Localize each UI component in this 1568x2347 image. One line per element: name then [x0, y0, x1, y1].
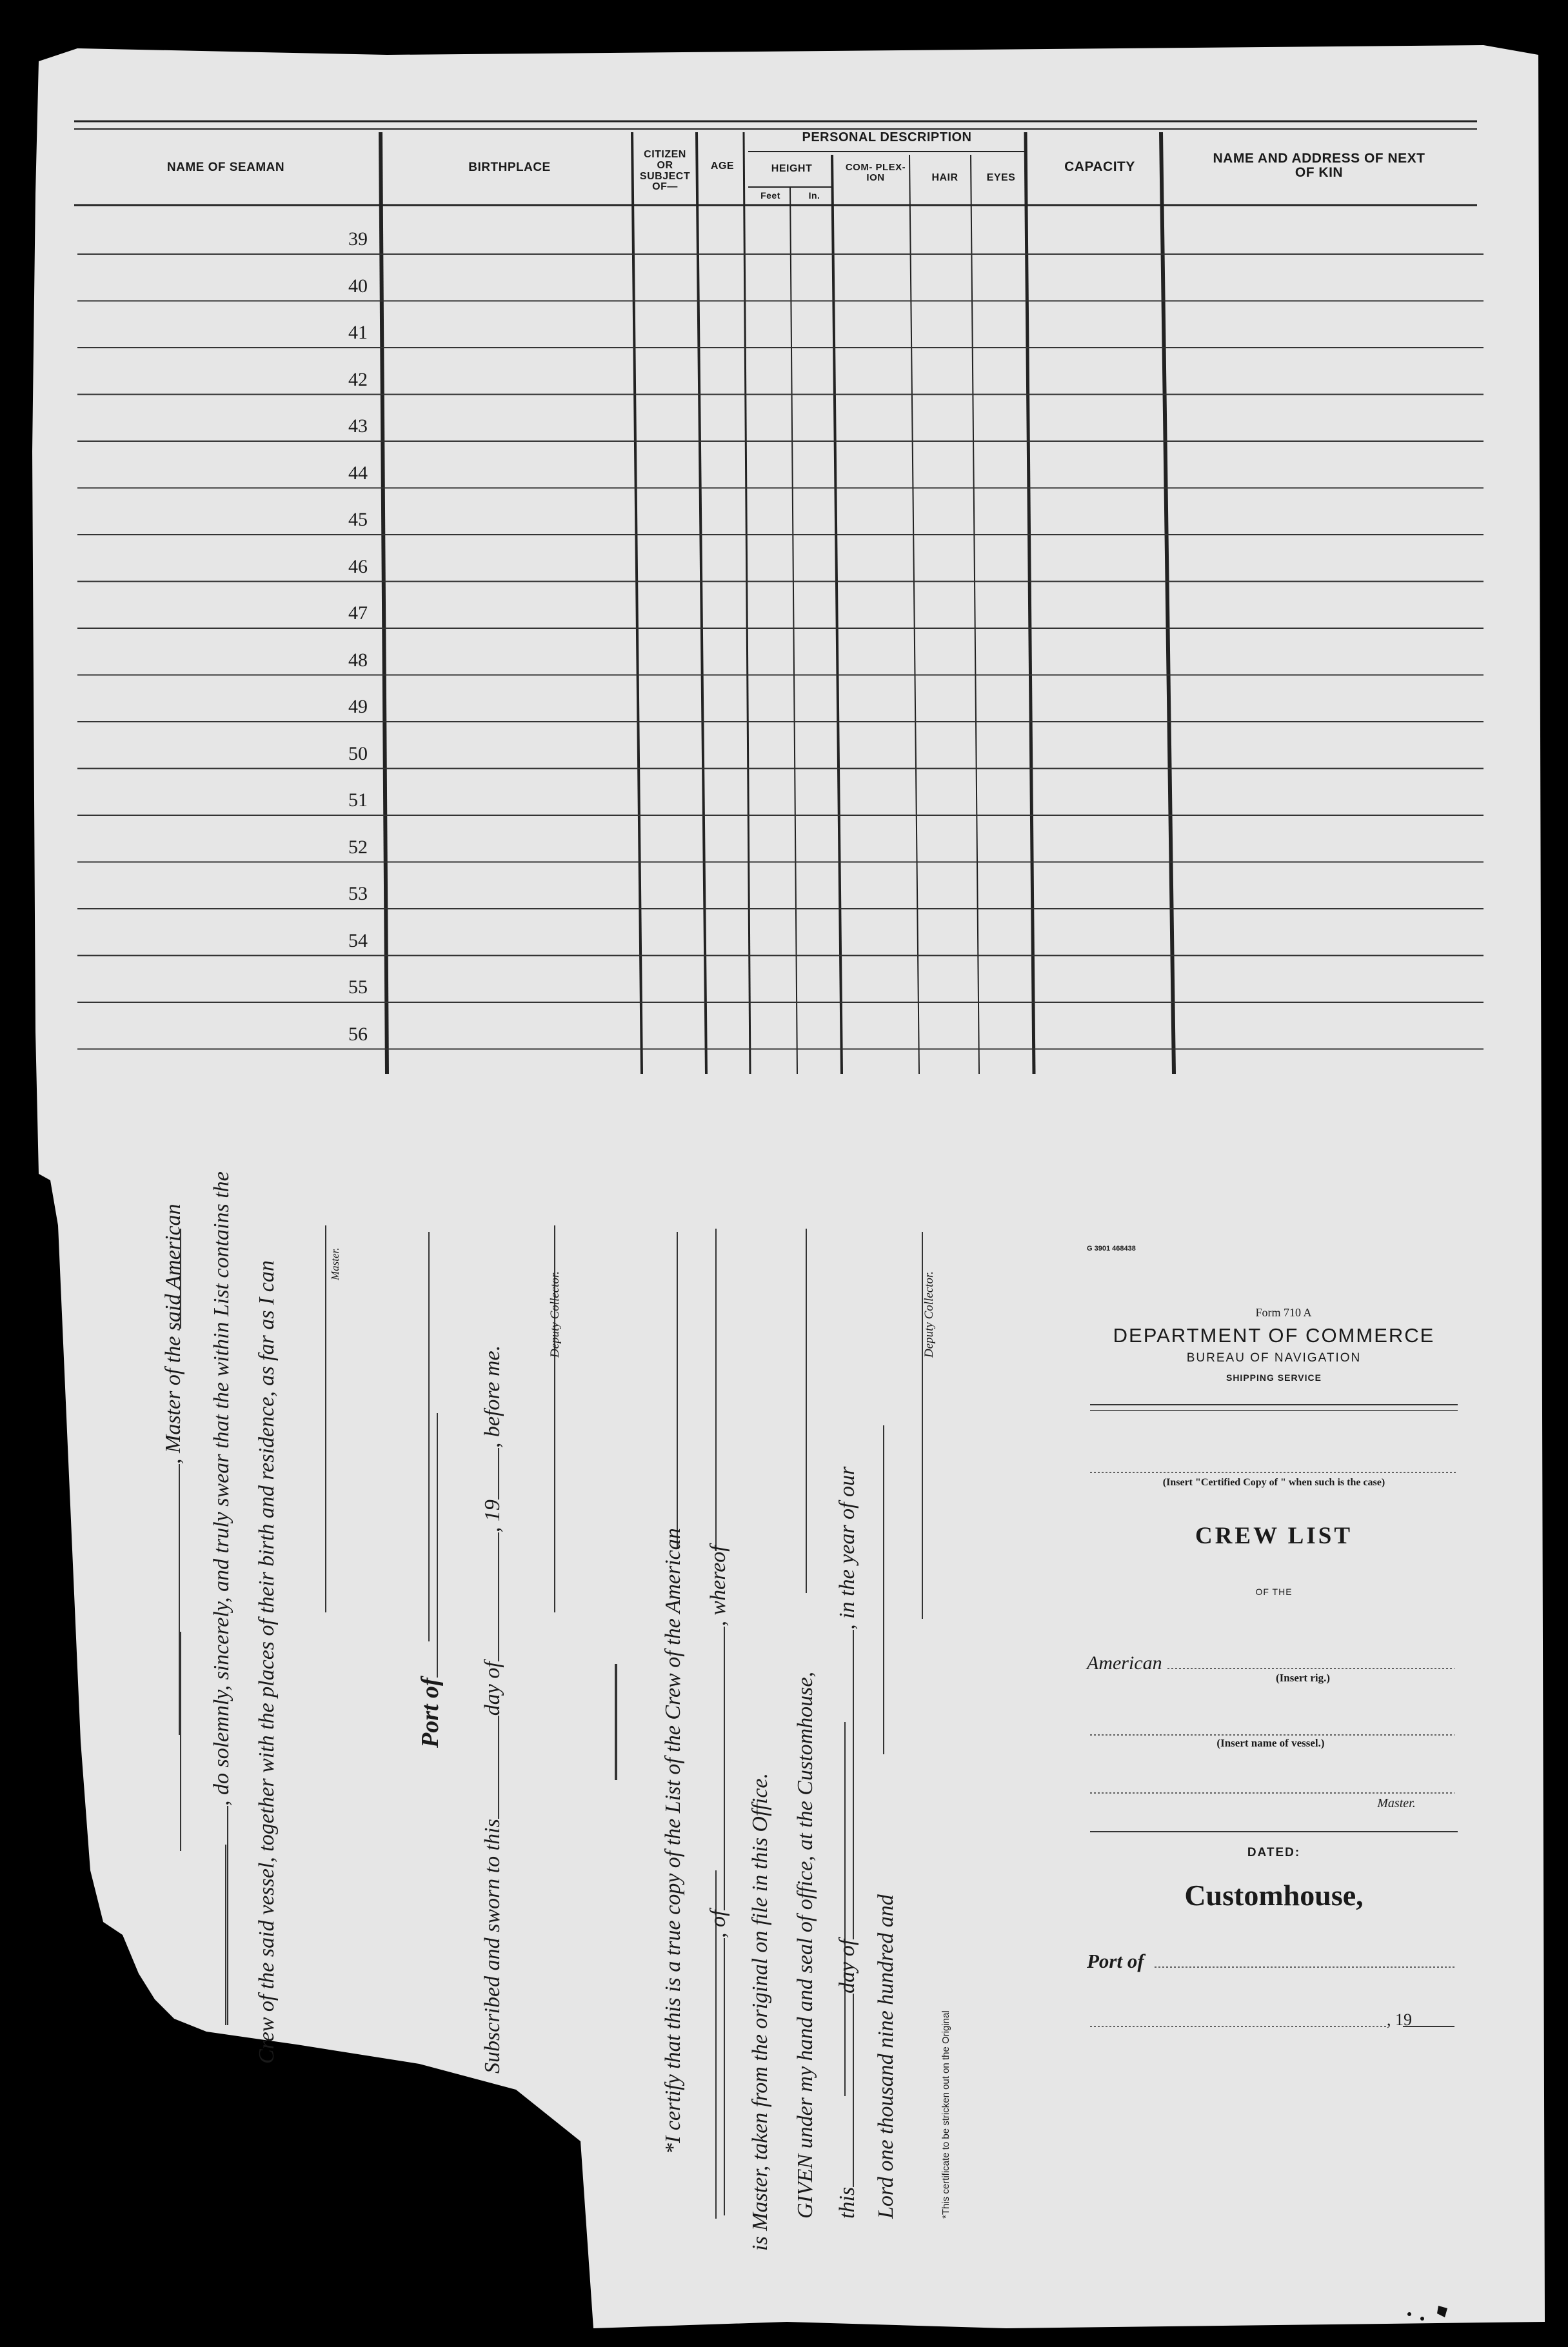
of-the-label: OF THE: [1255, 1587, 1293, 1597]
form-number: Form 710 A: [1255, 1306, 1312, 1319]
table-row-number: 55: [348, 976, 368, 998]
oath-master-label: Master.: [329, 1247, 341, 1280]
certificate-deputy-collector: Deputy Collector.: [922, 1271, 936, 1358]
table-row-number: 43: [348, 415, 368, 437]
certificate-line-4: GIVEN under my hand and seal of office, at the Customhouse,: [793, 1671, 817, 2219]
header-eyes: EYES: [986, 172, 1016, 183]
table-row-number: 45: [348, 509, 368, 530]
header-birthplace: BIRTHPLACE: [468, 161, 551, 174]
table-row-number: 48: [348, 649, 368, 671]
dated-label: DATED:: [1247, 1846, 1301, 1859]
table-row-number: 41: [348, 322, 368, 343]
table-row-number: 49: [348, 696, 368, 717]
table-row-number: 46: [348, 555, 368, 577]
table-row-number: 51: [348, 789, 368, 811]
oath-line-1: , Master of the said American: [161, 1203, 186, 1735]
header-citizen: CITIZEN OR SUBJECT OF—: [639, 149, 691, 193]
certificate-line-3: is Master, taken from the original on file in this Office.: [748, 1772, 772, 2251]
department-title: DEPARTMENT OF COMMERCE: [1113, 1324, 1435, 1347]
oath-line-3: Crew of the said vessel, together with the places of their birth and residence, as far as I can: [255, 1260, 279, 2064]
year-label: , 19: [1387, 2010, 1412, 2029]
jurat-subscribed: Subscribed and sworn to thisday of, 19, before me.: [481, 1345, 504, 2074]
jurat-port-of: Port of: [416, 1413, 444, 1748]
certificate-line-6: Lord one thousand nine hundred and: [874, 1894, 898, 2219]
insert-name-note: (Insert name of vessel.): [1216, 1737, 1325, 1749]
certificate-line-5: thisday of, in the year of our: [835, 1466, 859, 2219]
bureau-title: BUREAU OF NAVIGATION: [1186, 1351, 1362, 1365]
oath-line-2: , do solemnly, sincerely, and truly swear that the within List contains the: [210, 1171, 234, 2025]
print-code: G 3901 468438: [1087, 1245, 1136, 1253]
master-label: Master.: [1377, 1796, 1416, 1810]
header-inches: In.: [808, 190, 820, 201]
header-next-of-kin: NAME AND ADDRESS OF NEXT OF KIN: [1213, 151, 1425, 181]
table-row-number: 56: [348, 1023, 368, 1045]
header-feet: Feet: [760, 190, 780, 201]
table-row-number: 39: [348, 228, 368, 250]
table-row-number: 44: [348, 462, 368, 484]
certificate-line-1: *I certify that this is a true copy of the List of the Crew of the American: [661, 1528, 685, 2154]
table-row-number: 47: [348, 602, 368, 624]
service-title: SHIPPING SERVICE: [1226, 1372, 1322, 1383]
header-name-of-seaman: NAME OF SEAMAN: [166, 161, 285, 174]
crew-list-title: CREW LIST: [1195, 1523, 1353, 1549]
header-height: HEIGHT: [771, 163, 813, 174]
table-row-number: 42: [348, 368, 368, 390]
jurat-deputy-collector: Deputy Collector.: [548, 1271, 562, 1358]
insert-certified-note: (Insert "Certified Copy of " when such is the case): [1162, 1477, 1385, 1488]
certificate-footnote: *This certificate to be stricken out on the Original: [940, 2010, 951, 2219]
certificate-line-2: , of, whereof: [706, 1545, 731, 2215]
port-of-label: Port of: [1087, 1950, 1144, 1972]
insert-rig-note: (Insert rig.): [1275, 1672, 1331, 1684]
customhouse-label: Customhouse,: [1184, 1879, 1364, 1912]
table-row-number: 54: [348, 929, 368, 951]
american-label: American: [1087, 1652, 1162, 1674]
table-row-number: 52: [348, 836, 368, 858]
header-hair: HAIR: [931, 172, 958, 183]
header-capacity: CAPACITY: [1064, 159, 1135, 174]
table-row-number: 53: [348, 883, 368, 904]
table-row-number: 40: [348, 275, 368, 297]
header-age: AGE: [710, 161, 735, 172]
header-complexion: COM- PLEX- ION: [845, 162, 906, 183]
header-personal-description: PERSONAL DESCRIPTION: [802, 130, 972, 144]
table-row-number: 50: [348, 742, 368, 764]
